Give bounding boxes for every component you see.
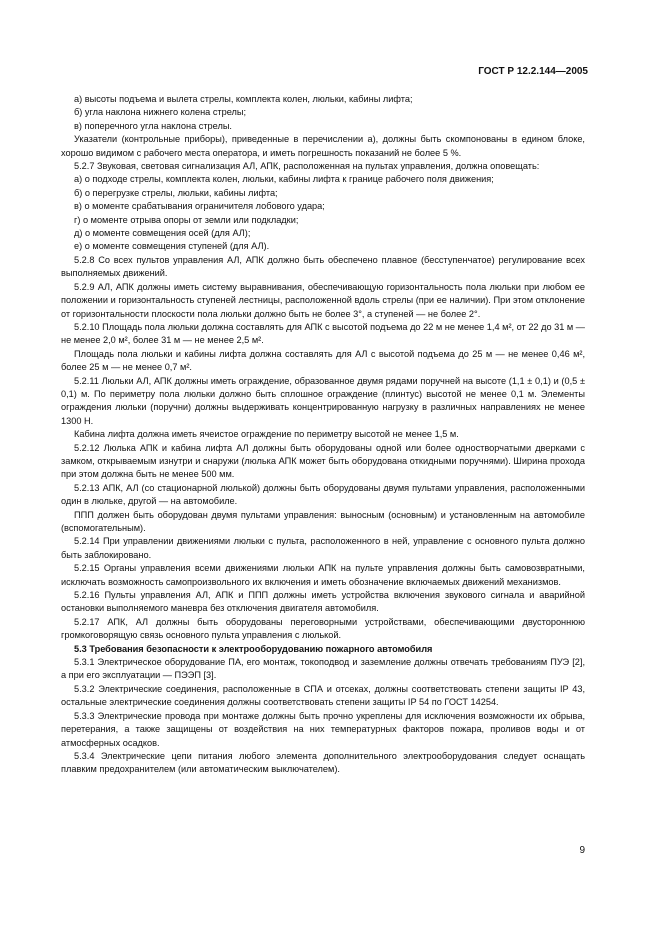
paragraph: Кабина лифта должна иметь ячеистое ограждение по периметру высотой не менее 1,5 м. (74, 429, 459, 440)
paragraph: 5.2.17 АПК, АЛ должны быть оборудованы переговорными устройствами, обеспечивающими двустороннюю громкоговорящую связь основного пульта управления с люлькой. (61, 616, 585, 641)
list-item: е) о моменте совмещения ступеней (для АЛ). (74, 241, 270, 252)
section-heading: 5.3 Требования безопасности к электрооборудованию пожарного автомобиля (74, 643, 433, 654)
paragraph: 5.2.11 Люльки АЛ, АПК должны иметь ограждение, образованное двумя рядами поручней на высоте (1,1 ± 0,1) и (0,5 ± 0,1) м. По периметру пола люльки должно быть сплошное ограждение (плинтус) высотой не менее 0,1 м. Элементы ограждения люльки (поручни) должны выдерживать концентрированную нагрузку в различных направлениях не менее 1300 Н. (61, 375, 585, 426)
paragraph: 5.3.1 Электрическое оборудование ПА, его монтаж, токоподвод и заземление должны отвечать требованиям ПУЭ [2], а при его эксплуатации — ПЭЭП [3]. (61, 657, 585, 681)
list-item: в) поперечного угла наклона стрелы. (74, 120, 232, 131)
paragraph: Указатели (контрольные приборы), приведенные в перечислении а), должны быть скомпонованы в едином блоке, хорошо видимом с рабочего места оператора, и иметь погрешность показаний не более 5 %. (61, 134, 585, 158)
paragraph: 5.2.8 Со всех пультов управления АЛ, АПК должно быть обеспечено плавное (бесступенчатое) регулирование всех выполняемых движений. (61, 254, 585, 279)
page-number: 9 (579, 845, 585, 856)
list-item: д) о моменте совмещения осей (для АЛ); (74, 228, 251, 239)
list-item: б) о перегрузке стрелы, люльки, кабины лифта; (74, 187, 278, 198)
paragraph: ППП должен быть оборудован двумя пультами управления: выносным (основным) и установленным на автомобиле (вспомогательным). (61, 509, 585, 533)
list-item: г) о моменте отрыва опоры от земли или подкладки; (74, 214, 299, 225)
list-item: б) угла наклона нижнего колена стрелы; (74, 107, 247, 118)
document-body (61, 93, 585, 777)
paragraph: 5.2.10 Площадь пола люльки должна составлять для АПК с высотой подъема до 22 м не менее 1,4 м², от 22 до 31 м — не менее 2,0 м², более 31 м — не менее 2,5 м². (61, 321, 585, 346)
list-item: в) о моменте срабатывания ограничителя лобового удара; (74, 201, 325, 212)
paragraph: 5.2.13 АПК, АЛ (со стационарной люлькой) должны быть оборудованы двумя пультами управления, расположенными один в люльке, другой — на автомобиле. (61, 482, 585, 507)
paragraph: 5.2.14 При управлении движениями люльки с пульта, расположенного в ней, управление с основного пульта должно быть заблокировано. (61, 536, 585, 560)
paragraph: 5.3.4 Электрические цепи питания любого элемента дополнительного электрооборудования следует оснащать плавким предохранителем (или автоматическим выключателем). (61, 750, 585, 775)
paragraph: Площадь пола люльки и кабины лифта должна составлять для АЛ с высотой подъема до 25 м — не менее 0,46 м², более 25 м — не менее 0,7 м². (61, 348, 585, 373)
paragraph: 5.3.2 Электрические соединения, расположенные в СПА и отсеках, должны соответствовать степени защиты IP 43, остальные электрические соединения должны соответствовать степени защиты IP 54 по ГОСТ 14254. (61, 683, 585, 708)
paragraph: 5.2.15 Органы управления всеми движениями люльки АПК на пульте управления должны быть самовозвратными, исключать возможность самопроизвольного их включения и иметь обозначение включаемых движений механизмов. (61, 563, 585, 587)
paragraph: 5.2.16 Пульты управления АЛ, АПК и ППП должны иметь устройства включения звукового сигнала и аварийной остановки выполняемого маневра без отключения двигателя автомобиля. (61, 590, 585, 614)
paragraph: 5.3.3 Электрические провода при монтаже должны быть прочно укреплены для исключения возможности их обрыва, перетерания, а также защищены от воздействия на них температурных факторов пожара, проливов воды и от атмосферных осадков. (61, 710, 585, 748)
paragraph: 5.2.12 Люлька АПК и кабина лифта АЛ должны быть оборудованы одной или более одностворчатыми дверками с замком, открываемым изнутри и снаружи (люлька АПК может быть оборудована откидными поручнями). Ширина прохода при этом должна быть не менее 500 мм. (61, 442, 585, 480)
paragraph: 5.2.9 АЛ, АПК должны иметь систему выравнивания, обеспечивающую горизонтальность пола люльки при любом ее положении и горизонтальность ступеней лестницы, расположенной вдоль стрелы (при ее наличии). При этом отклонение от горизонтальности плоскости пола люльки должно быть не более 3°, а ступеней — не более 2°. (61, 281, 585, 319)
list-item: а) о подходе стрелы, комплекта колен, люльки, кабины лифта к границе рабочего поля движения; (74, 174, 494, 185)
paragraph: 5.2.7 Звуковая, световая сигнализация АЛ, АПК, расположенная на пультах управления, должна оповещать: (74, 161, 540, 172)
document-code-header: ГОСТ Р 12.2.144—2005 (478, 66, 588, 77)
list-item: а) высоты подъема и вылета стрелы, комплекта колен, люльки, кабины лифта; (74, 94, 413, 104)
